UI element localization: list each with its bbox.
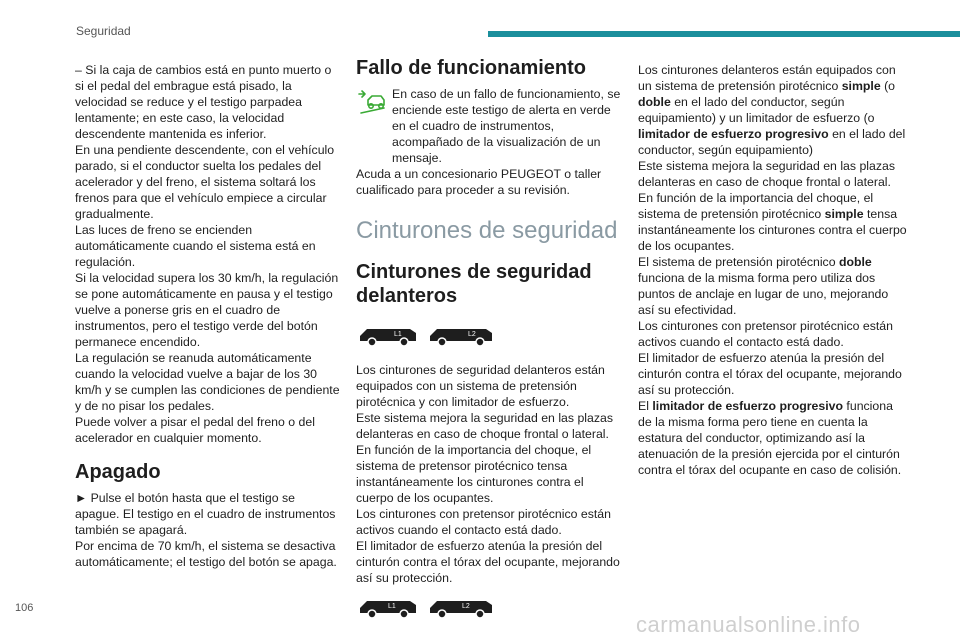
van-label: L1 <box>388 603 396 610</box>
paragraph: La regulación se reanuda automáticamente cuando la velocidad vuelve a bajar de los 30 km/h y se cumplen las condiciones de pendiente y de no pisar los pedales. <box>75 351 340 413</box>
column-1 <box>75 62 341 570</box>
paragraph: Los cinturones con pretensor pirotécnico están activos cuando el contacto está dado. <box>356 507 611 537</box>
heading-delanteros: Cinturones de seguridad delanteros <box>356 261 592 307</box>
paragraph: El limitador de esfuerzo atenúa la presión del cinturón contra el tórax del ocupante, mejorando así su protección. <box>638 351 902 397</box>
van-L2-icon <box>428 324 496 348</box>
paragraph: En función de la importancia del choque, el sistema de pretensión pirotécnico simple tensa instantáneamente los cinturones contra el cuerpo de los ocupantes. <box>638 191 907 253</box>
page-number: 106 <box>15 602 34 614</box>
paragraph: En una pendiente descendente, con el vehículo parado, si el conductor suelta los pedales del acelerador y del freno, el sistema soltará los frenos para que el vehículo empiece a circular gradualmente. <box>75 143 335 221</box>
paragraph: El sistema de pretensión pirotécnico doble funciona de la misma forma pero utiliza dos puntos de anclaje en lugar de uno, mejorando así su efectividad. <box>638 255 889 317</box>
heading-fallo: Fallo de funcionamiento <box>356 57 587 79</box>
paragraph: Los cinturones delanteros están equipados con un sistema de pretensión pirotécnico simple (o doble en el lado del conductor, según equipamiento) y un limitador de esfuerzo (o limitador de esfuerzo progresivo en el lado del conductor, según equipamiento) <box>638 63 906 157</box>
van-icons-bottom <box>358 596 622 620</box>
paragraph: Este sistema mejora la seguridad en las plazas delanteras en caso de choque frontal o lateral. <box>638 159 895 189</box>
paragraph: Por encima de 70 km/h, el sistema se desactiva automáticamente; el testigo del botón se apaga. <box>75 539 337 569</box>
paragraph: Los cinturones de seguridad delanteros están equipados con un sistema de pretensión pirotécnica y con limitador de esfuerzo. <box>356 363 605 409</box>
van-L1-icon <box>358 596 420 620</box>
header-section-title: Seguridad <box>76 24 131 38</box>
section-title-cinturones: Cinturones de seguridad <box>356 217 618 244</box>
van-L1-icon <box>358 324 420 348</box>
van-L2-icon <box>428 596 496 620</box>
paragraph: Si la velocidad supera los 30 km/h, la regulación se pone automáticamente en pausa y el testigo vuelve a ponerse gris en el cuadro de instrumentos, pero el testigo verde del botón permanece encendido. <box>75 271 339 349</box>
heading-apagado: Apagado <box>75 461 161 483</box>
paragraph: – Si la caja de cambios está en punto muerto o si el pedal del embrague está pisado, la velocidad se reduce y el testigo parpadea lentamente; en este caso, la velocidad descendente mantenida es inferior. <box>75 63 332 141</box>
van-label: L2 <box>468 331 476 338</box>
paragraph: Las luces de freno se encienden automáticamente cuando el sistema está en regulación. <box>75 223 316 269</box>
header-accent-bar <box>488 31 960 37</box>
van-label: L1 <box>394 331 402 338</box>
paragraph: En caso de un fallo de funcionamiento, se enciende este testigo de alerta en verde en el cuadro de instrumentos, acompañado de la visualización de un mensaje. <box>392 87 621 165</box>
paragraph: El limitador de esfuerzo atenúa la presión del cinturón contra el tórax del ocupante, mejorando así su protección. <box>356 539 620 585</box>
watermark: carmanualsonline.info <box>636 612 861 637</box>
warning-block <box>356 86 622 166</box>
van-icons-top <box>358 324 622 348</box>
hill-descent-warning-icon <box>356 86 388 118</box>
column-2 <box>356 56 622 634</box>
paragraph: Puede volver a pisar el pedal del freno o del acelerador en cualquier momento. <box>75 415 315 445</box>
paragraph: Este sistema mejora la seguridad en las plazas delanteras en caso de choque frontal o lateral. En función de la importancia del choque, el sistema de pretensor pirotécnico tensa instantáneamente los cinturones contra el cuerpo de los ocupantes. <box>356 411 613 505</box>
paragraph: Los cinturones con pretensor pirotécnico están activos cuando el contacto está dado. <box>638 319 893 349</box>
column-3 <box>638 62 908 478</box>
paragraph: ► Pulse el botón hasta que el testigo se apague. El testigo en el cuadro de instrumentos también se apagará. <box>75 491 336 537</box>
van-label: L2 <box>462 603 470 610</box>
paragraph: Acuda a un concesionario PEUGEOT o taller cualificado para proceder a su revisión. <box>356 167 602 197</box>
paragraph: El limitador de esfuerzo progresivo funciona de la misma forma pero tiene en cuenta la estatura del conductor, optimizando así la atenuación de la presión ejercida por el cinturón contra el tórax del ocupante en caso de colisión. <box>638 399 902 477</box>
